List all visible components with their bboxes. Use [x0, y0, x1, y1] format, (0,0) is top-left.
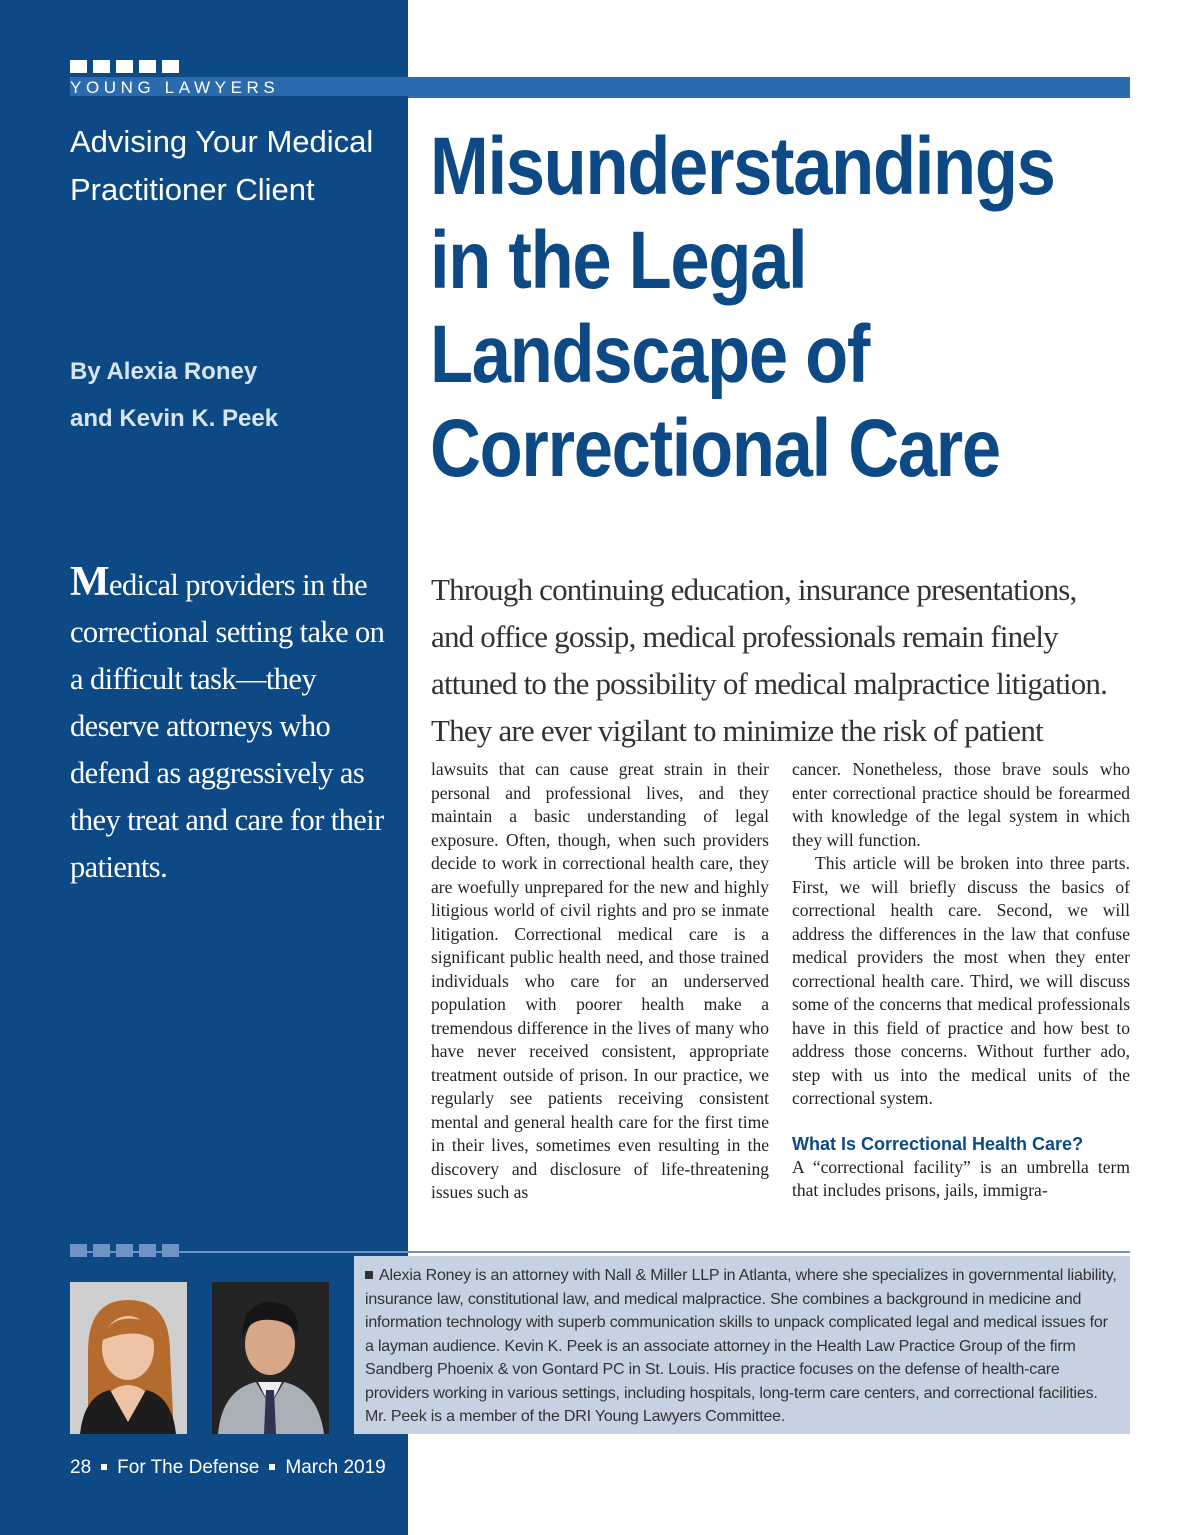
author-bio-content: Alexia Roney is an attorney with Nall & Miller LLP in Atlanta, where she specializes in governmental liability, insurance law, constitutional law, and medical malpractice. She combines a background in medicine and information technology with superb communication skills to unpack complicated legal and medical issues for a layman audience. Kevin K. Peek is an associate attorney in the Health Law Practice Group of the firm Sandberg Phoenix & von Gontard PC in St. Louis. His practice focuses on the defense of health-care providers working in various settings, including hospitals, long-term care centers, and correctional facilities. Mr. Peek is a member of the DRI Young Lawyers Committee. — [365, 1267, 1117, 1425]
lead-line: Through continuing education, insurance presentations, — [431, 572, 1077, 607]
author-photo-kevin-peek — [212, 1282, 329, 1434]
body-paragraph: This article will be broken into three parts. First, we will briefly discuss the basics of correctional health care. Second, we will address the differences in the law that confuse medical providers the most when they enter correctional health care. Third, we will discuss some of the concerns that medical professionals have in this field of practice and how best to address those concerns. Without further ado, step with us into the medical units of the correctional system. — [792, 853, 1130, 1108]
body-paragraph: lawsuits that can cause great strain in their personal and professional lives, and they maintain a basic understanding of legal exposure. Often, though, when such providers decide to work in correctional health care, they are woefully unprepared for the new and highly litigious world of civil rights and pro se inmate litigation. Correctional medical care is a significant public health need, and those trained individuals who care for an underserved population with poorer health make a tremendous difference in the lives of many who have never received consistent, appropriate treatment outside of prison. In our practice, we regularly see patients receiving consistent mental and general health care for the first time in their lives, sometimes even resulting in the discovery and disclosure of life-threatening issues such as — [431, 759, 769, 1202]
author-portrait-woman — [70, 1282, 187, 1434]
page-footer — [70, 1456, 386, 1480]
byline-author-2: and Kevin K. Peek — [70, 405, 279, 432]
lead-paragraph — [431, 566, 1136, 754]
pull-quote-initial: M — [70, 559, 110, 605]
body-paragraph: cancer. Nonetheless, those brave souls who enter correctional practice should be forearmed with knowledge of the legal system in which they will function. — [792, 759, 1130, 850]
separator-square-icon — [101, 1464, 107, 1470]
section-label: YOUNG LAWYERS — [70, 78, 280, 97]
section-marker-squares — [70, 60, 179, 73]
body-column-2 — [792, 758, 1130, 1203]
lead-line: attuned to the possibility of medical malpractice litigation. — [431, 666, 1108, 701]
pull-quote — [70, 559, 400, 891]
byline-author-1: By Alexia Roney — [70, 358, 258, 385]
pull-quote-text: edical providers in the correctional setting take on a difficult task—they deserve attorneys who defend as aggressively as they treat and care for their patients. — [70, 568, 385, 884]
section-header-rule — [408, 96, 1130, 98]
bullet-square-icon — [365, 1271, 373, 1279]
article-title: Misunderstandings in the Legal Landscape of Correctional Care — [430, 121, 1055, 494]
publication-name: For The Defense — [117, 1457, 260, 1478]
author-portrait-man — [212, 1282, 329, 1434]
body-paragraph: A “correctional facility” is an umbrella term that includes prisons, jails, immigra- — [792, 1156, 1130, 1200]
bio-rule — [70, 1251, 1130, 1253]
section-heading: What Is Correctional Health Care? — [792, 1133, 1084, 1154]
body-column-1 — [431, 758, 769, 1205]
author-photo-alexia-roney — [70, 1282, 187, 1434]
lead-line: They are ever vigilant to minimize the risk of patient — [431, 713, 1043, 748]
byline — [70, 348, 390, 442]
issue-date: March 2019 — [285, 1457, 386, 1478]
separator-square-icon — [269, 1464, 275, 1470]
page-number: 28 — [70, 1457, 92, 1478]
author-bio-text — [365, 1264, 1120, 1429]
lead-line: and office gossip, medical professionals remain finely — [431, 619, 1058, 654]
article-subtitle: Advising Your Medical Practitioner Client — [70, 124, 374, 207]
